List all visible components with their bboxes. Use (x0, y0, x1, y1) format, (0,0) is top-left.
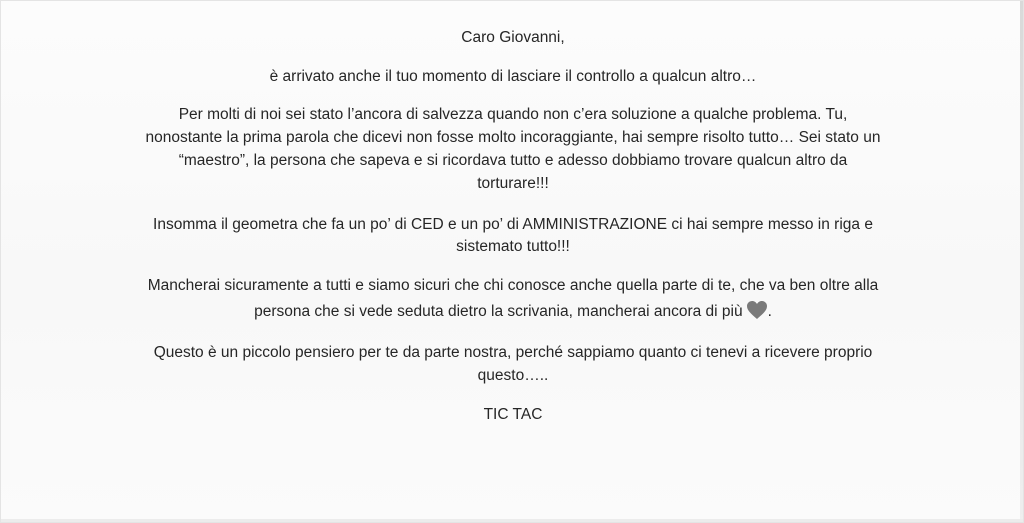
paragraph-4-end: . (767, 303, 772, 320)
paragraph-4-line-1: Mancherai sicuramente a tutti e siamo sicuri che chi conosce anche quella parte di te, che va ben oltre alla (147, 277, 879, 294)
paragraph-4-line-2-text: persona che si vede seduta dietro la scrivania, mancherai ancora di più (254, 303, 743, 320)
scan-edge-bottom (1, 519, 1024, 522)
paragraph-3-line-2: sistemato tutto!!! (456, 238, 570, 255)
paragraph-2-line-2: nonostante la prima parola che dicevi non fosse molto incoraggiante, hai sempre risolto tutto… Sei stato un (145, 129, 881, 146)
heart-icon (746, 300, 768, 328)
greeting: Caro Giovanni, (461, 29, 565, 46)
paragraph-3-line-1: Insomma il geometra che fa un po’ di CED e un po’ di AMMINISTRAZIONE ci hai sempre messo in riga e (153, 216, 873, 233)
paragraph-4-line-2 (91, 300, 935, 328)
paragraph-2-line-3: “maestro”, la persona che sapeva e si ricordava tutto e adesso dobbiamo trovare qualcun altro da (178, 152, 848, 169)
scan-edge-right (1020, 1, 1023, 523)
paragraph-1: è arrivato anche il tuo momento di lasciare il controllo a qualcun altro… (269, 68, 757, 85)
paragraph-2-line-4: torturare!!! (477, 175, 549, 192)
paragraph-5-line-1: Questo è un piccolo pensiero per te da parte nostra, perché sappiamo quanto ci tenevi a ricevere proprio (153, 344, 873, 361)
paragraph-2-line-1: Per molti di noi sei stato l’ancora di salvezza quando non c’era soluzione a qualche problema. Tu, (178, 106, 848, 123)
paragraph-5-line-2: questo….. (477, 367, 549, 384)
signature: TIC TAC (483, 406, 543, 423)
